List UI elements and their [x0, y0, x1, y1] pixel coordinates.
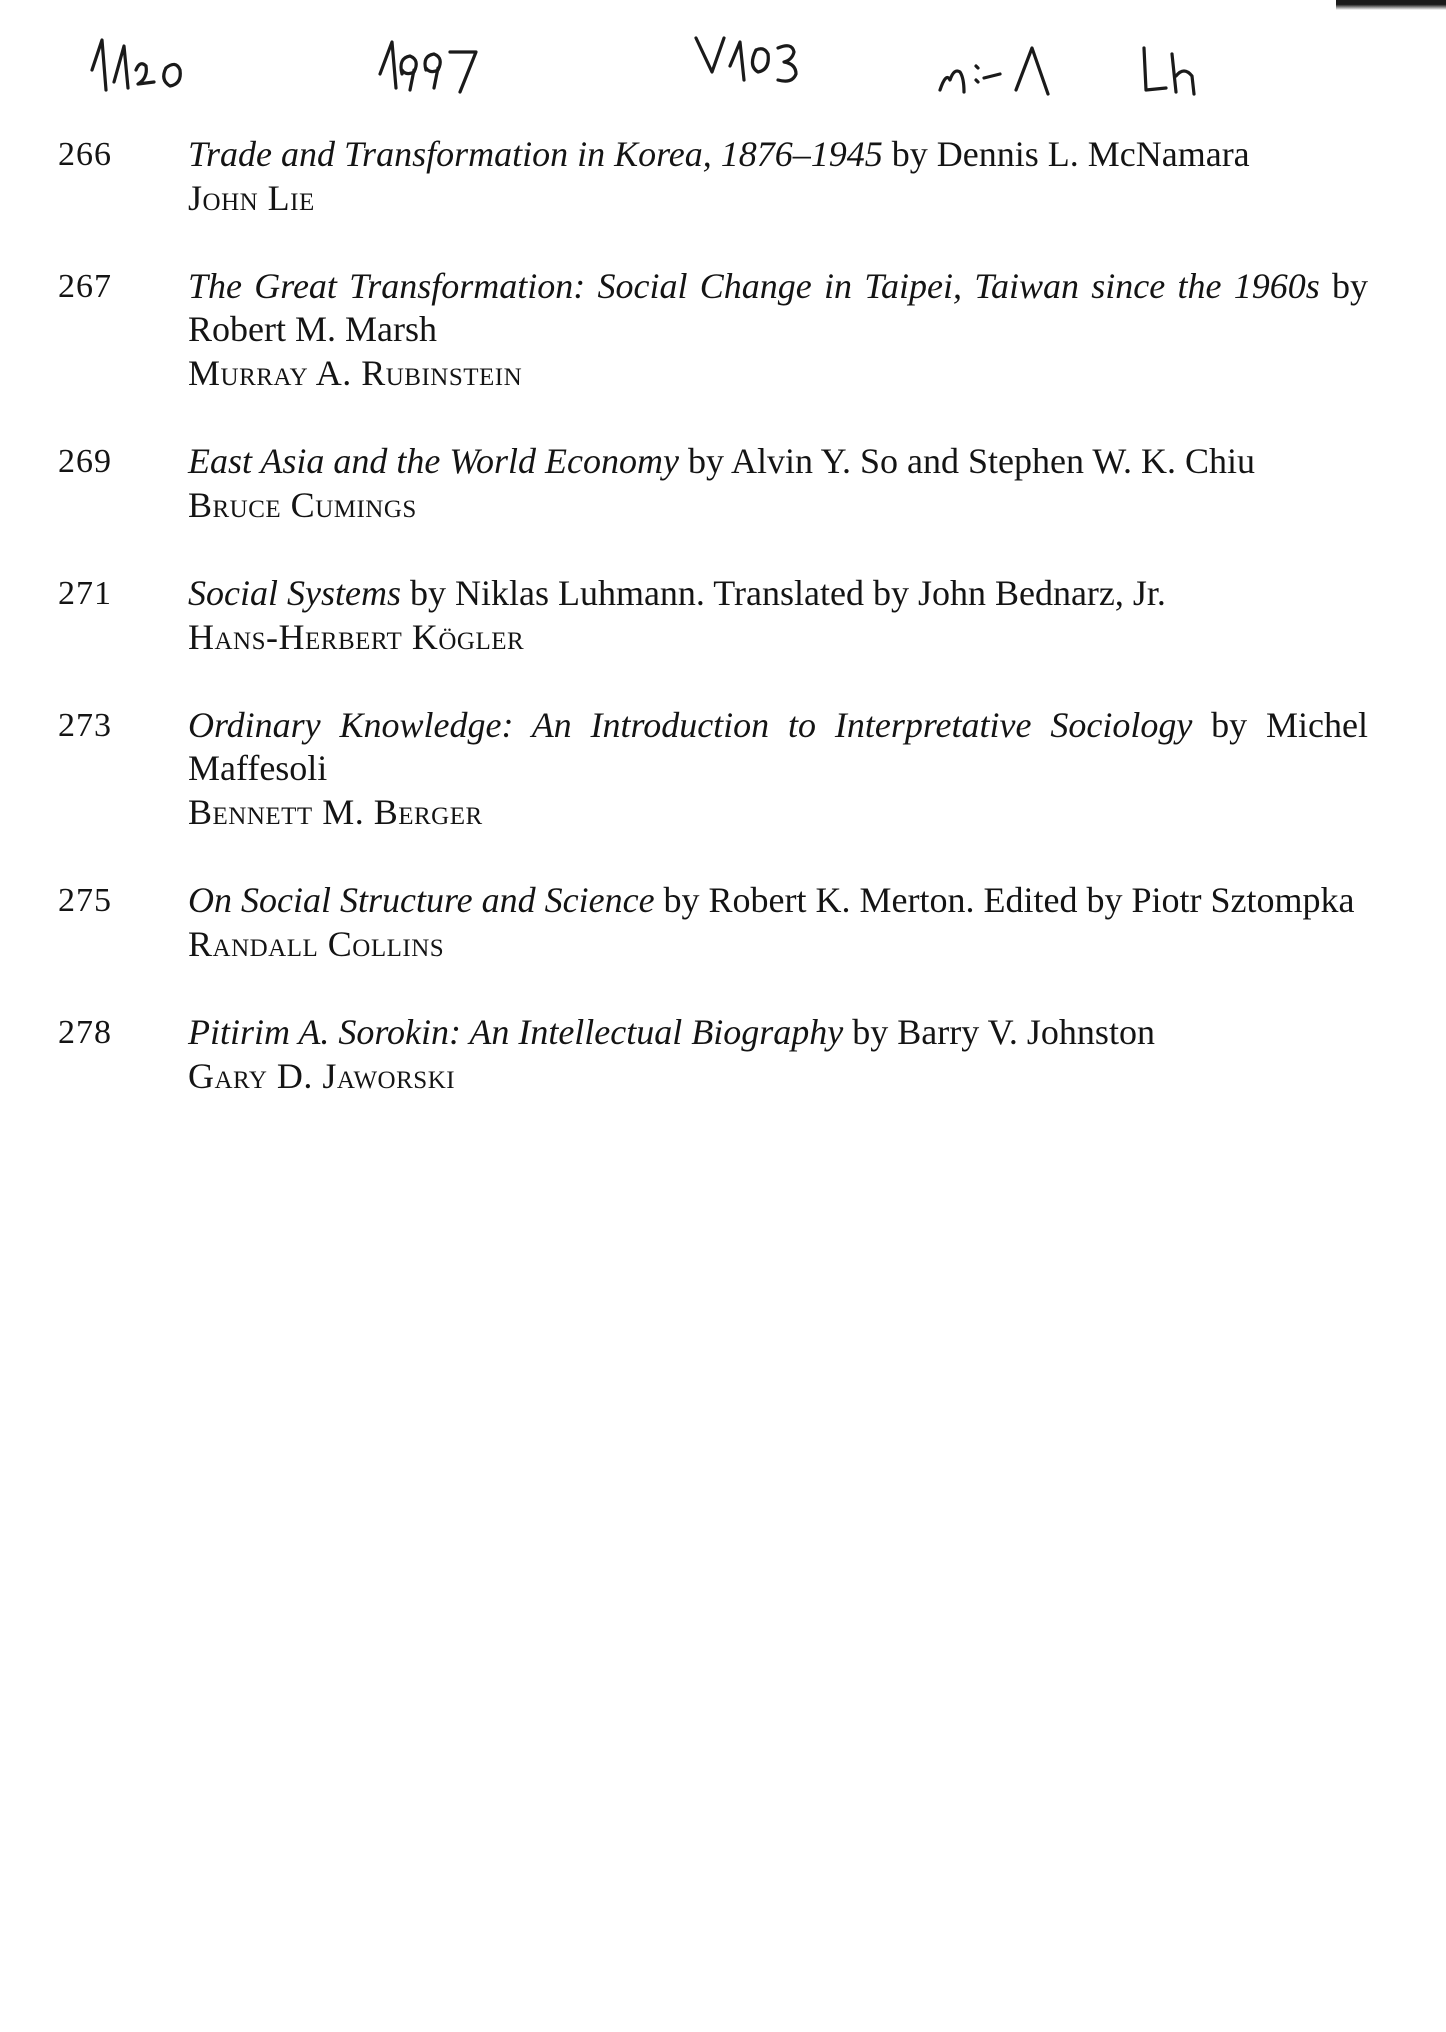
reviewer-name: Hans-Herbert Kögler [188, 617, 525, 657]
entry-body [188, 265, 1368, 396]
review-entry [58, 879, 1368, 967]
handwriting-drawing [80, 20, 1380, 110]
handwritten-annotation [80, 20, 1380, 110]
book-title: The Great Transformation: Social Change in Taipei, Taiwan since the 1960s [188, 266, 1320, 306]
review-entry [58, 440, 1368, 528]
citation [188, 440, 1368, 483]
page-number: 271 [58, 575, 112, 612]
book-author: by Michel Maffesoli [188, 705, 1368, 788]
citation [188, 133, 1368, 176]
citation [188, 1011, 1368, 1054]
review-entry [58, 572, 1368, 660]
book-title: On Social Structure and Science [188, 880, 655, 920]
book-author: by Alvin Y. So and Stephen W. K. Chiu [678, 441, 1256, 481]
review-entry [58, 704, 1368, 835]
entry-body [188, 879, 1368, 967]
entry-body [188, 1011, 1368, 1099]
citation [188, 879, 1368, 922]
book-author: by Niklas Luhmann. Translated by John Bednarz, Jr. [400, 573, 1166, 613]
page-number: 273 [58, 707, 112, 744]
reviewer-name: John Lie [188, 178, 315, 218]
entry-body [188, 133, 1368, 221]
reviewer-name: Bruce Cumings [188, 485, 417, 525]
book-author: by Dennis L. McNamara [882, 134, 1250, 174]
reviewer-name: Randall Collins [188, 924, 445, 964]
page-number: 267 [58, 268, 112, 305]
page-number: 275 [58, 882, 112, 919]
book-author: by Robert M. Marsh [188, 266, 1368, 349]
entry-body [188, 572, 1368, 660]
page-number: 269 [58, 443, 112, 480]
citation [188, 265, 1368, 351]
reviewer-name: Murray A. Rubinstein [188, 353, 523, 393]
page-number: 278 [58, 1014, 112, 1051]
reviewer-name: Gary D. Jaworski [188, 1056, 456, 1096]
review-entry [58, 133, 1368, 221]
book-author: by Robert K. Merton. Edited by Piotr Sztompka [654, 880, 1355, 920]
book-title: Pitirim A. Sorokin: An Intellectual Biography [188, 1012, 844, 1052]
entry-body [188, 440, 1368, 528]
review-list [58, 133, 1368, 1143]
book-title: Ordinary Knowledge: An Introduction to Interpretative Sociology [188, 705, 1193, 745]
book-title: Trade and Transformation in Korea, 1876–1945 [188, 134, 883, 174]
scan-edge [1336, 0, 1446, 10]
entry-body [188, 704, 1368, 835]
book-title: Social Systems [188, 573, 401, 613]
reviewer-name: Bennett M. Berger [188, 792, 483, 832]
review-entry [58, 1011, 1368, 1099]
book-title: East Asia and the World Economy [188, 441, 679, 481]
citation [188, 704, 1368, 790]
page-number: 266 [58, 136, 112, 173]
citation [188, 572, 1368, 615]
review-entry [58, 265, 1368, 396]
book-author: by Barry V. Johnston [843, 1012, 1155, 1052]
